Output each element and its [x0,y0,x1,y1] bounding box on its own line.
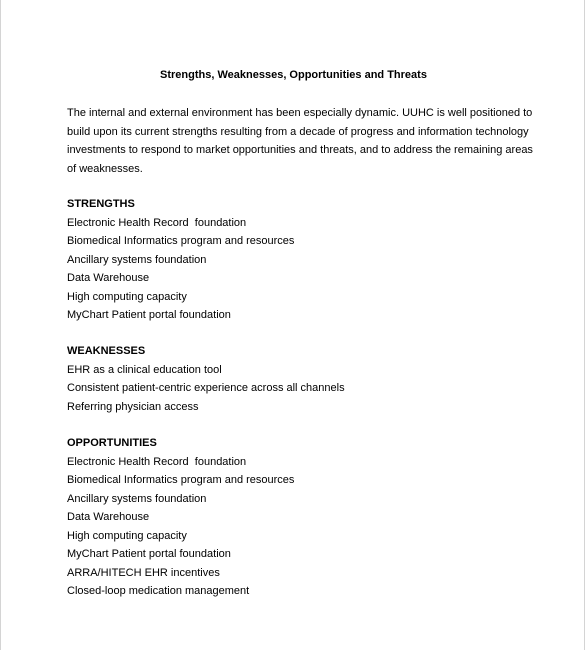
weaknesses-heading: WEAKNESSES [67,345,146,357]
list-item: MyChart Patient portal foundation [67,309,231,321]
list-item: Closed-loop medication management [67,585,250,597]
list-item: Electronic Health Record foundation [67,455,247,468]
list-item: Consistent patient-centric experience across all channels [67,382,345,394]
list-item: Ancillary systems foundation [67,492,207,505]
opportunities-heading: OPPORTUNITIES [67,437,157,449]
list-item: High computing capacity [67,290,187,303]
opportunities-section [67,434,527,601]
list-item: Data Warehouse [67,511,150,523]
list-item: Ancillary systems foundation [67,253,207,266]
strengths-heading: STRENGTHS [67,198,135,210]
list-item: Electronic Health Record foundation [67,216,247,229]
strengths-list [67,214,527,325]
list-item: Data Warehouse [67,272,150,284]
list-item: Referring physician access [67,400,199,413]
weaknesses-section [67,342,527,416]
list-item: High computing capacity [67,529,187,542]
document-title: Strengths, Weaknesses, Opportunities and Threats [160,69,427,81]
strengths-section [67,195,527,325]
list-item: ARRA/HITECH EHR incentives [67,566,220,579]
list-item: EHR as a clinical education tool [67,363,222,376]
opportunities-list [67,453,527,601]
list-item: MyChart Patient portal foundation [67,548,231,560]
list-item: Biomedical Informatics program and resources [67,474,295,486]
intro-paragraph: The internal and external environment has been especially dynamic. UUHC is well positioned to build upon its current strengths resulting from a decade of progress and information technology investments to respond to market opportunities and threats, and to address the remaining areas of weaknesses. [67,107,533,175]
list-item: Biomedical Informatics program and resources [67,235,295,247]
weaknesses-list [67,361,527,417]
